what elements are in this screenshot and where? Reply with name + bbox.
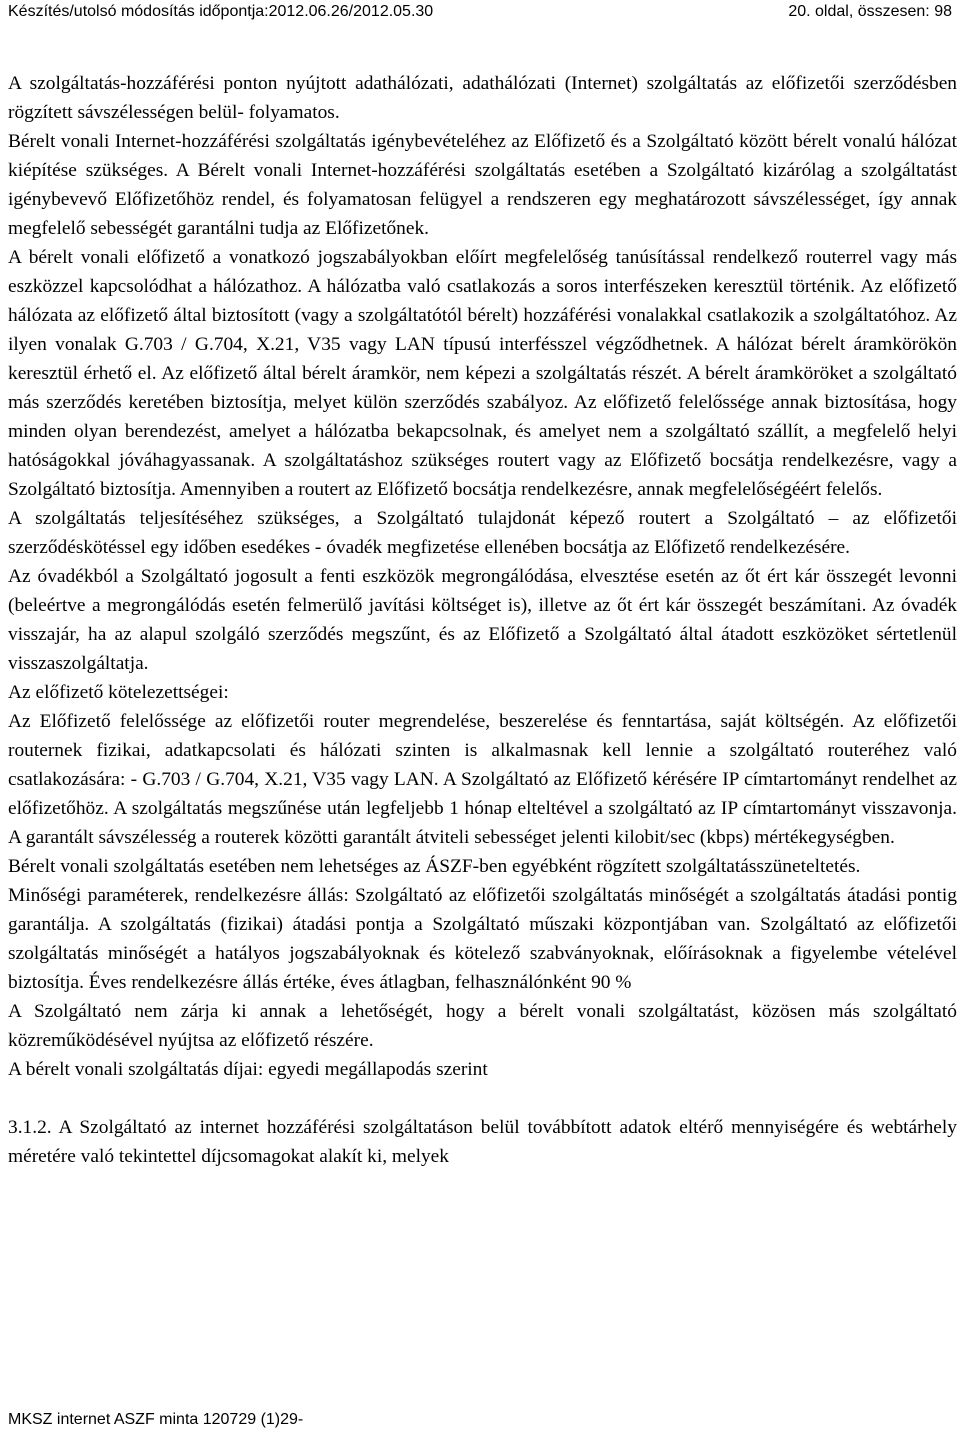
- paragraph-subscriber-obligations: Az Előfizető felelőssége az előfizetői router megrendelése, beszerelése és fenntartása, saját költségén. Az előfizetői routernek fizikai, adatkapcsolati és hálózati szinten is alkalmasnak kell lennie a szolgáltató routeréhez való csatlakozására: - G.703 / G.704, X.21, V35 vagy LAN. A Szolgáltató az Előfizető kérésére IP címtartományt rendelhet az előfizetőhöz. A szolgáltatás megszűnése után legfeljebb 1 hónap elteltével a szolgáltató az IP címtartományt visszavonja. A garantált sávszélesség a routerek közötti garantált átviteli sebességet jelenti kilobit/sec (kbps) mértékegységben.: [8, 711, 957, 848]
- paragraph-fees: A bérelt vonali szolgáltatás díjai: egyedi megállapodás szerint: [8, 1059, 488, 1080]
- page-header-page-number: 20. oldal, összesen: 98: [788, 3, 952, 20]
- paragraph-deposit-terms: Az óvadékból a Szolgáltató jogosult a fenti eszközök megrongálódása, elvesztése esetén az őt ért kár összegét levonni (beleértve a megrongálódás esetén felmerülő javítási költséget is), illetve az őt ért kár összegét beszámítani. Az óvadék visszajár, ha az alapul szolgáló szerződés megszűnt, és az Előfizető a Szolgáltató által átadott eszközöket sértetlenül visszaszolgáltatja.: [8, 566, 957, 674]
- paragraph-no-suspension: Bérelt vonali szolgáltatás esetében nem lehetséges az ÁSZF-ben egyébként rögzített szolgáltatásszüneteltetés.: [8, 856, 861, 877]
- paragraph-router-deposit: A szolgáltatás teljesítéséhez szükséges, a Szolgáltató tulajdonát képező routert a Szolgáltató – az előfizetői szerződéskötéssel egy időben esedékes - óvadék megfizetése ellenében bocsátja az Előfizető rendelkezésére.: [8, 508, 957, 558]
- paragraph-section-3-1-2: 3.1.2. A Szolgáltató az internet hozzáférési szolgáltatáson belül továbbított adatok eltérő mennyiségére és webtárhely méretére való tekintettel díjcsomagokat alakít ki, melyek: [8, 1117, 957, 1167]
- paragraph-leased-line-intro: Bérelt vonali Internet-hozzáférési szolgáltatás igénybevételéhez az Előfizető és a Szolgáltató között bérelt vonalú hálózat kiépítése szükséges. A Bérelt vonali Internet-hozzáférési szolgáltatás esetében a Szolgáltató kizárólag a szolgáltatást igénybevevő Előfizetőhöz rendel, és folyamatosan felügyel a rendszeren egy meghatározott sávszélességet, így annak megfelelő sebességét garantálni tudja az Előfizetőnek.: [8, 131, 957, 239]
- page-header-date: Készítés/utolsó módosítás időpontja:2012.06.26/2012.05.30: [8, 3, 434, 20]
- paragraph-service-continuity: A szolgáltatás-hozzáférési ponton nyújtott adathálózati, adathálózati (Internet) szolgáltatás az előfizetői szerződésben rögzített sávszélességen belül- folyamatos.: [8, 73, 957, 123]
- document-body: [8, 69, 957, 1171]
- page-footer: MKSZ internet ASZF minta 120729 (1)29-: [8, 1411, 304, 1428]
- paragraph-quality-parameters: Minőségi paraméterek, rendelkezésre állás: Szolgáltató az előfizetői szolgáltatás minőségét a szolgáltatás átadási pontig garantálja. A szolgáltatás (fizikai) átadási pontja a Szolgáltató műszaki központjában van. Szolgáltató az előfizetői szolgáltatás minőségét a hatályos jogszabályoknak és kötelező szabványoknak, előírásoknak a figyelembe vételével biztosítja. Éves rendelkezésre állás értéke, éves átlagban, felhasználónként 90 %: [8, 885, 957, 993]
- paragraph-router-requirements: A bérelt vonali előfizető a vonatkozó jogszabályokban előírt megfelelőség tanúsítással rendelkező routerrel vagy más eszközzel kapcsolódhat a hálózathoz. A hálózatba való csatlakozás a soros interfészeken keresztül történik. Az előfizető hálózata az előfizető által biztosított (vagy a szolgáltatótól bérelt) hozzáférési vonalakkal csatlakozik a szolgáltatóhoz. Az ilyen vonalak G.703 / G.704, X.21, V35 vagy LAN típusú interfésszel végződhetnek. A hálózat bérelt áramkörökön keresztül érhető el. Az előfizető által bérelt áramkör, nem képezi a szolgáltatás részét. A bérelt áramköröket a szolgáltató más szerződés keretében biztosítja, melyet külön szerződés szabályoz. Az előfizető felelőssége annak biztosítása, hogy minden olyan berendezést, amelyet a hálózatba bekapcsolnak, és amelyet nem a szolgáltató szállít, a megfelelő helyi hatóságokkal jóváhagyassanak. A szolgáltatáshoz szükséges routert vagy az Előfizető bocsátja rendelkezésre, vagy a Szolgáltató biztosítja. Amennyiben a routert az Előfizető bocsátja rendelkezésre, annak megfelelőségéért felelős.: [8, 247, 957, 500]
- paragraph-subscriber-obligations-heading: Az előfizető kötelezettségei:: [8, 682, 229, 703]
- paragraph-third-party-provider: A Szolgáltató nem zárja ki annak a lehetőségét, hogy a bérelt vonali szolgáltatást, közösen más szolgáltató közreműködésével nyújtsa az előfizető részére.: [8, 1001, 957, 1051]
